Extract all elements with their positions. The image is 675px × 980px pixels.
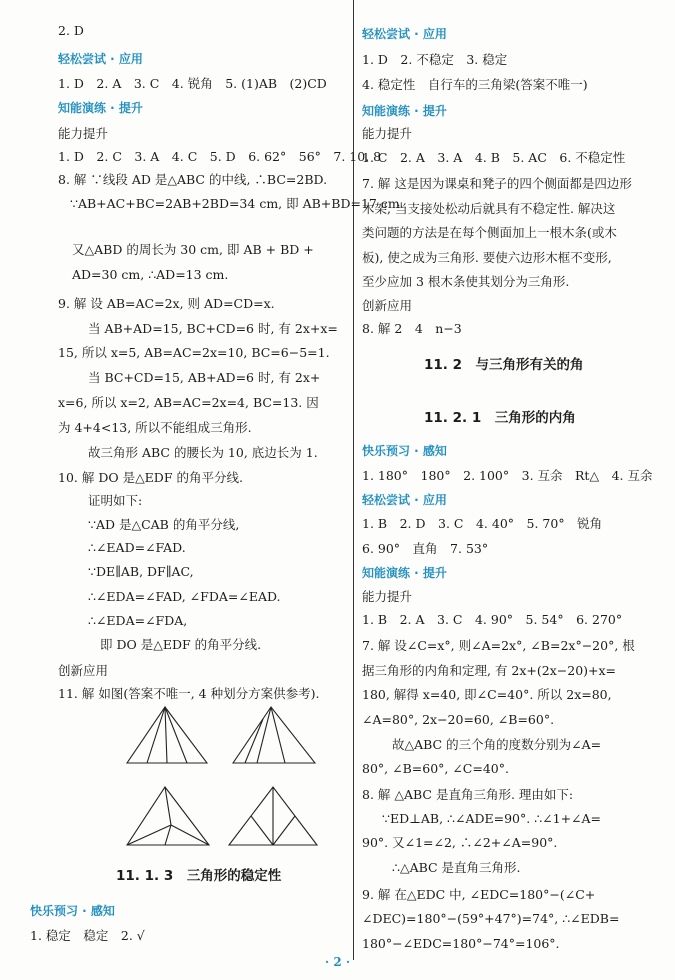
solution-line: 180°−∠EDC=180°−74°=106°. [362,936,560,951]
answer-line: 1. D 2. C 3. A 4. C 5. D 6. 62° 56° 7. 10. 8 [58,149,382,164]
answer-line: 2. D [58,23,84,38]
solution-line: 90°. 又∠1=∠2, ∴∠2+∠A=90°. [362,835,558,850]
solution-line: 当 BC+CD=15, AB+AD=6 时, 有 2x+ [88,370,321,385]
proof-line: ∴∠EDA=∠FDA, [88,613,188,628]
solution-line: 10. 解 DO 是△EDF 的角平分线. [58,470,243,485]
section-heading: 轻松尝试 · 应用 [362,493,447,507]
subsection-heading: 能力提升 [362,589,413,604]
solution-line: ∴△ABC 是直角三角形. [392,860,521,875]
section-heading: 快乐预习 · 感知 [362,444,447,458]
proof-line: ∵AD 是△CAB 的角平分线, [88,517,240,532]
solution-line: ∵AB+AC+BC=2AB+2BD=34 cm, 即 AB+BD=17 cm. [70,196,404,211]
solution-line: 180, 解得 x=40, 即∠C=40°. 所以 2x=80, [362,687,612,702]
solution-line: 7. 解 这是因为课桌和凳子的四个侧面都是四边形 [362,176,632,191]
subsection-heading: 创新应用 [362,298,413,313]
subsection-heading: 创新应用 [58,663,109,678]
proof-line: ∴∠EAD=∠FAD. [88,540,186,555]
solution-line: 至少应加 3 根木条使其划分为三角形. [362,274,570,289]
proof-line: 证明如下: [88,493,143,508]
answer-line: 1. 180° 180° 2. 100° 3. 互余 Rt△ 4. 互余 [362,468,653,483]
page-number: · 2 · [324,955,351,969]
answer-line: 8. 解 2 4 n−3 [362,321,462,336]
solution-line: ∠DEC)=180°−(59°+47°)=74°, ∴∠EDB= [362,911,620,926]
section-heading: 知能演练 · 提升 [362,566,447,580]
solution-line: 板), 使之成为三角形. 要使六边形木框不变形, [362,250,612,265]
lesson-title: 11. 2. 1 三角形的内角 [424,410,576,426]
solution-line: AD=30 cm, ∴AD=13 cm. [72,267,229,282]
proof-line: ∴∠EDA=∠FAD, ∠FDA=∠EAD. [88,589,281,604]
column-divider [353,0,354,960]
section-heading: 知能演练 · 提升 [362,104,447,118]
solution-line: ∠A=80°, 2x−20=60, ∠B=60°. [362,712,555,727]
answer-line: 1. 稳定 稳定 2. √ [30,928,145,943]
answer-line: 1. D 2. A 3. C 4. 锐角 5. (1)AB (2)CD [58,76,327,91]
solution-line: 木架, 当支接处松动后就具有不稳定性. 解决这 [362,201,616,216]
solution-line: 故△ABC 的三个角的度数分别为∠A= [392,737,602,752]
answer-line: 1. D 2. 不稳定 3. 稳定 [362,52,508,67]
solution-line: 类问题的方法是在每个侧面加上一根木条(或木 [362,225,617,240]
answer-line: 4. 稳定性 自行车的三角梁(答案不唯一) [362,77,588,92]
solution-line: 又△ABD 的周长为 30 cm, 即 AB + BD + [72,242,314,257]
solution-line: 11. 解 如图(答案不唯一, 4 种划分方案供参考). [58,686,320,701]
solution-line: 9. 解 在△EDC 中, ∠EDC=180°−(∠C+ [362,887,596,902]
solution-line: 8. 解 △ABC 是直角三角形. 理由如下: [362,787,574,802]
solution-line: 9. 解 设 AB=AC=2x, 则 AD=CD=x. [58,296,275,311]
solution-line: 当 AB+AD=15, BC+CD=6 时, 有 2x+x= [88,321,338,336]
subsection-heading: 能力提升 [362,126,413,141]
chapter-title: 11. 2 与三角形有关的角 [424,357,584,373]
answer-line: 6. 90° 直角 7. 53° [362,541,489,556]
solution-line: 据三角形的内角和定理, 有 2x+(2x−20)+x= [362,663,617,678]
subsection-heading: 能力提升 [58,126,109,141]
solution-line: 为 4+4<13, 所以不能组成三角形. [58,420,252,435]
answer-line: 1. B 2. D 3. C 4. 40° 5. 70° 锐角 [362,516,603,531]
solution-line: 15, 所以 x=5, AB=AC=2x=10, BC=6−5=1. [58,345,330,360]
section-heading: 轻松尝试 · 应用 [362,27,447,41]
section-heading: 轻松尝试 · 应用 [58,52,143,66]
solution-line: ∵ED⊥AB, ∴∠ADE=90°. ∴∠1+∠A= [382,811,602,826]
solution-line: 80°, ∠B=60°, ∠C=40°. [362,761,509,776]
answer-line: 1. C 2. A 3. A 4. B 5. AC 6. 不稳定性 [362,150,626,165]
proof-line: 即 DO 是△EDF 的角平分线. [100,637,262,652]
solution-line: 故三角形 ABC 的腰长为 10, 底边长为 1. [88,445,318,460]
lesson-title: 11. 1. 3 三角形的稳定性 [116,868,282,884]
solution-line: 7. 解 设∠C=x°, 则∠A=2x°, ∠B=2x°−20°, 根 [362,638,635,653]
section-heading: 知能演练 · 提升 [58,101,143,115]
section-heading: 快乐预习 · 感知 [30,904,115,918]
solution-line: x=6, 所以 x=2, AB=AC=2x=4, BC=13. 因 [58,395,319,410]
proof-line: ∵DE∥AB, DF∥AC, [88,564,194,579]
answer-line: 1. B 2. A 3. C 4. 90° 5. 54° 6. 270° [362,612,623,627]
solution-line: 8. 解 ∵线段 AD 是△ABC 的中线, ∴BC=2BD. [58,172,328,187]
